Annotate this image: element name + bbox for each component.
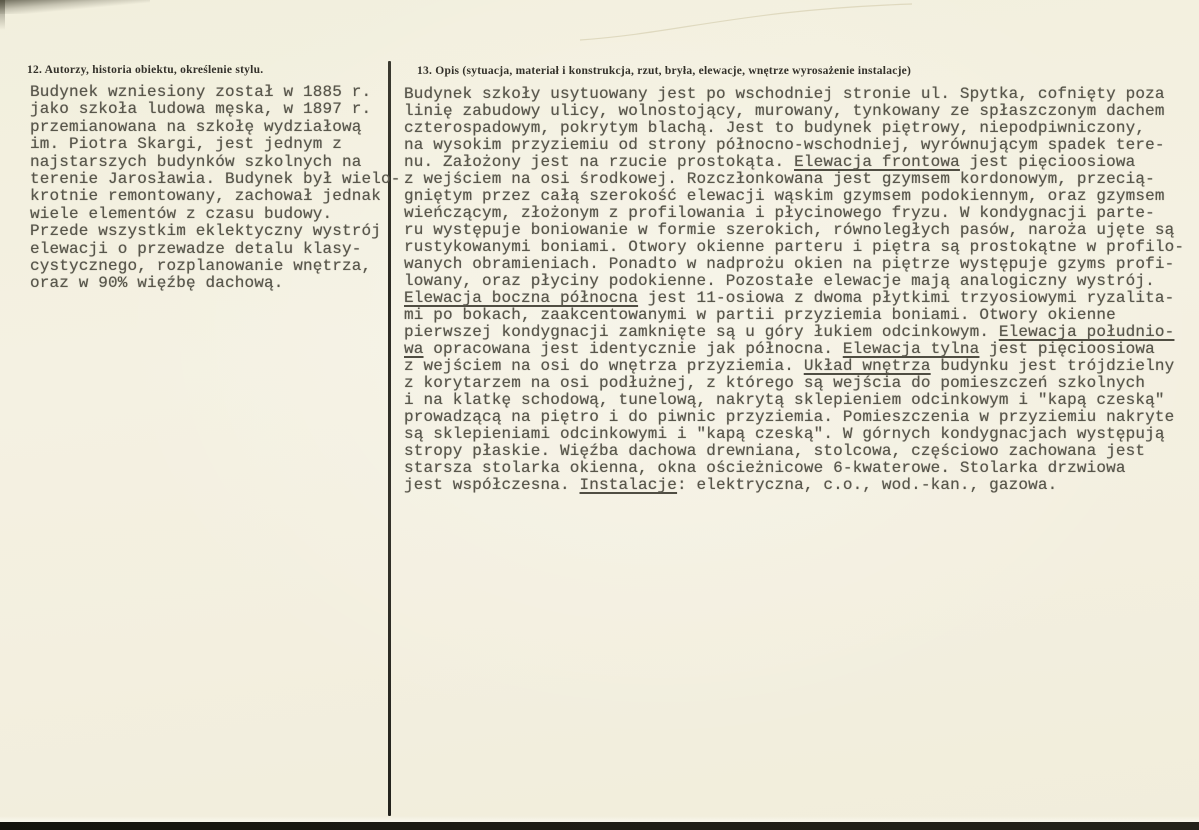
underlined-term: wa [404, 340, 424, 358]
text-line: mi po bokach, zaakcentowanymi w partii przyziemia boniami. Otwory okienne [404, 306, 1116, 324]
text-line: gniętym przez całą szerokość elewacji wąskim gzymsem podokiennym, oraz gzymsem [404, 187, 1165, 205]
scan-edge-shadow [0, 0, 5, 30]
paper-crease [540, 0, 920, 45]
text-line: Elewacja boczna północna jest 11-osiowa z dwoma płytkimi trzyosiowymi ryzalita- [404, 289, 1175, 307]
text-line: są sklepieniami odcinkowymi i "kapą czeską". W górnych kondygnacjach występują [404, 425, 1165, 443]
text-line: Budynek wzniesiony został w 1885 r. [30, 83, 372, 101]
text-line: Budynek szkoły usytuowany jest po wschodniej stronie ul. Spytka, cofnięty poza [404, 85, 1165, 103]
text-line: cystycznego, rozplanowanie wnętrza, [30, 256, 372, 275]
underlined-term: Elewacja tylna [842, 340, 980, 358]
underlined-term: Instalacje [579, 476, 678, 494]
underlined-term: Układ wnętrza [803, 357, 931, 375]
text-line: z wejściem na osi do wnętrza przyziemia. Układ wnętrza budynku jest trójdzielny [404, 357, 1175, 375]
text-line: najstarszych budynków szkolnych na [30, 152, 362, 171]
text-line: przemianowana na szkołę wydziałową [30, 117, 362, 136]
text-line: jako szkoła ludowa męska, w 1897 r. [30, 100, 372, 119]
text-line: wa opracowana jest identycznie jak północna. Elewacja tylna jest pięcioosiowa [404, 340, 1155, 358]
text-line: elewacji o przewadze detalu klasy- [30, 239, 362, 258]
text-line: z korytarzem na osi podłużnej, z którego są wejścia do pomieszczeń szkolnych [404, 374, 1146, 392]
text-line: starsza stolarka okienna, okna ościeżnicowe 6-kwaterowe. Stolarka drzwiowa [404, 459, 1126, 477]
text-line: prowadzącą na piętro i do piwnic przyziemia. Pomieszczenia w przyziemiu nakryte [404, 408, 1175, 426]
text-line: wanych obramieniach. Ponadto w nadprożu okien na piętrze występuje gzyms profi- [404, 255, 1175, 273]
text-line: krotnie remontowany, zachował jednak [30, 187, 382, 206]
text-line: z wejściem na osi środkowej. Rozczłonkowana jest gzymsem kordonowym, przecią- [404, 170, 1155, 188]
scan-corner-shadow [0, 0, 150, 14]
section-13-body-text [404, 86, 1184, 494]
text-line: stropy płaskie. Więźba dachowa drewniana, stolcowa, częściowo zachowana jest [404, 442, 1146, 460]
section-12-body-text [30, 84, 401, 293]
text-line: czterospadowym, pokrytym blachą. Jest to budynek piętrowy, niepodpiwniczony, [404, 119, 1146, 137]
text-line: pierwszej kondygnacji zamknięte są u góry łukiem odcinkowym. Elewacja południo- [404, 323, 1175, 341]
text-line: wieńczącym, złożonym z profilowania i płycinowego fryzu. W kondygnacji parte- [404, 204, 1155, 222]
text-line: nu. Założony jest na rzucie prostokąta. Elewacja frontowa jest pięcioosiowa [404, 153, 1136, 171]
text-line: terenie Jarosławia. Budynek był wielo- [30, 169, 401, 188]
text-line: lowany, oraz płyciny podokienne. Pozostałe elewacje mają analogiczny wystrój. [404, 272, 1155, 290]
underlined-term: Elewacja południo- [998, 323, 1175, 341]
text-line: na wysokim przyziemiu od strony północno-wschodniej, wyrównującym spadek tere- [404, 136, 1165, 154]
text-line: linię zabudowy ulicy, wolnostojący, murowany, tynkowany ze spłaszczonym dachem [404, 102, 1165, 120]
text-line: ru występuje boniowanie w formie szerokich, równoległych pasów, naroża ujęte są [404, 221, 1175, 239]
text-line: i na klatkę schodową, tunelową, nakrytą sklepieniem odcinkowym i "kapą czeską" [404, 391, 1165, 409]
underlined-term: Elewacja frontowa [794, 153, 960, 171]
text-line: wiele elementów z czasu budowy. [30, 204, 333, 223]
scan-bottom-border [0, 822, 1199, 830]
text-line: rustykowanymi boniami. Otwory okienne parteru i piętra są prostokątne w profilo- [404, 238, 1185, 256]
section-13-header: 13. Opis (sytuacja, materiał i konstrukcja, rzut, bryła, elewacje, wnętrze wyrosażenie instalacje) [417, 65, 912, 77]
text-line: jest współczesna. Instalacje: elektryczna, c.o., wod.-kan., gazowa. [404, 476, 1058, 494]
text-line: im. Piotra Skargi, jest jednym z [30, 135, 343, 154]
text-line: oraz w 90% więźbę dachową. [30, 274, 284, 293]
section-12-header: 12. Autorzy, historia obiektu, określenie stylu. [27, 64, 264, 76]
text-line: Przede wszystkim eklektyczny wystrój [30, 222, 382, 241]
underlined-term: Elewacja boczna północna [404, 289, 639, 307]
